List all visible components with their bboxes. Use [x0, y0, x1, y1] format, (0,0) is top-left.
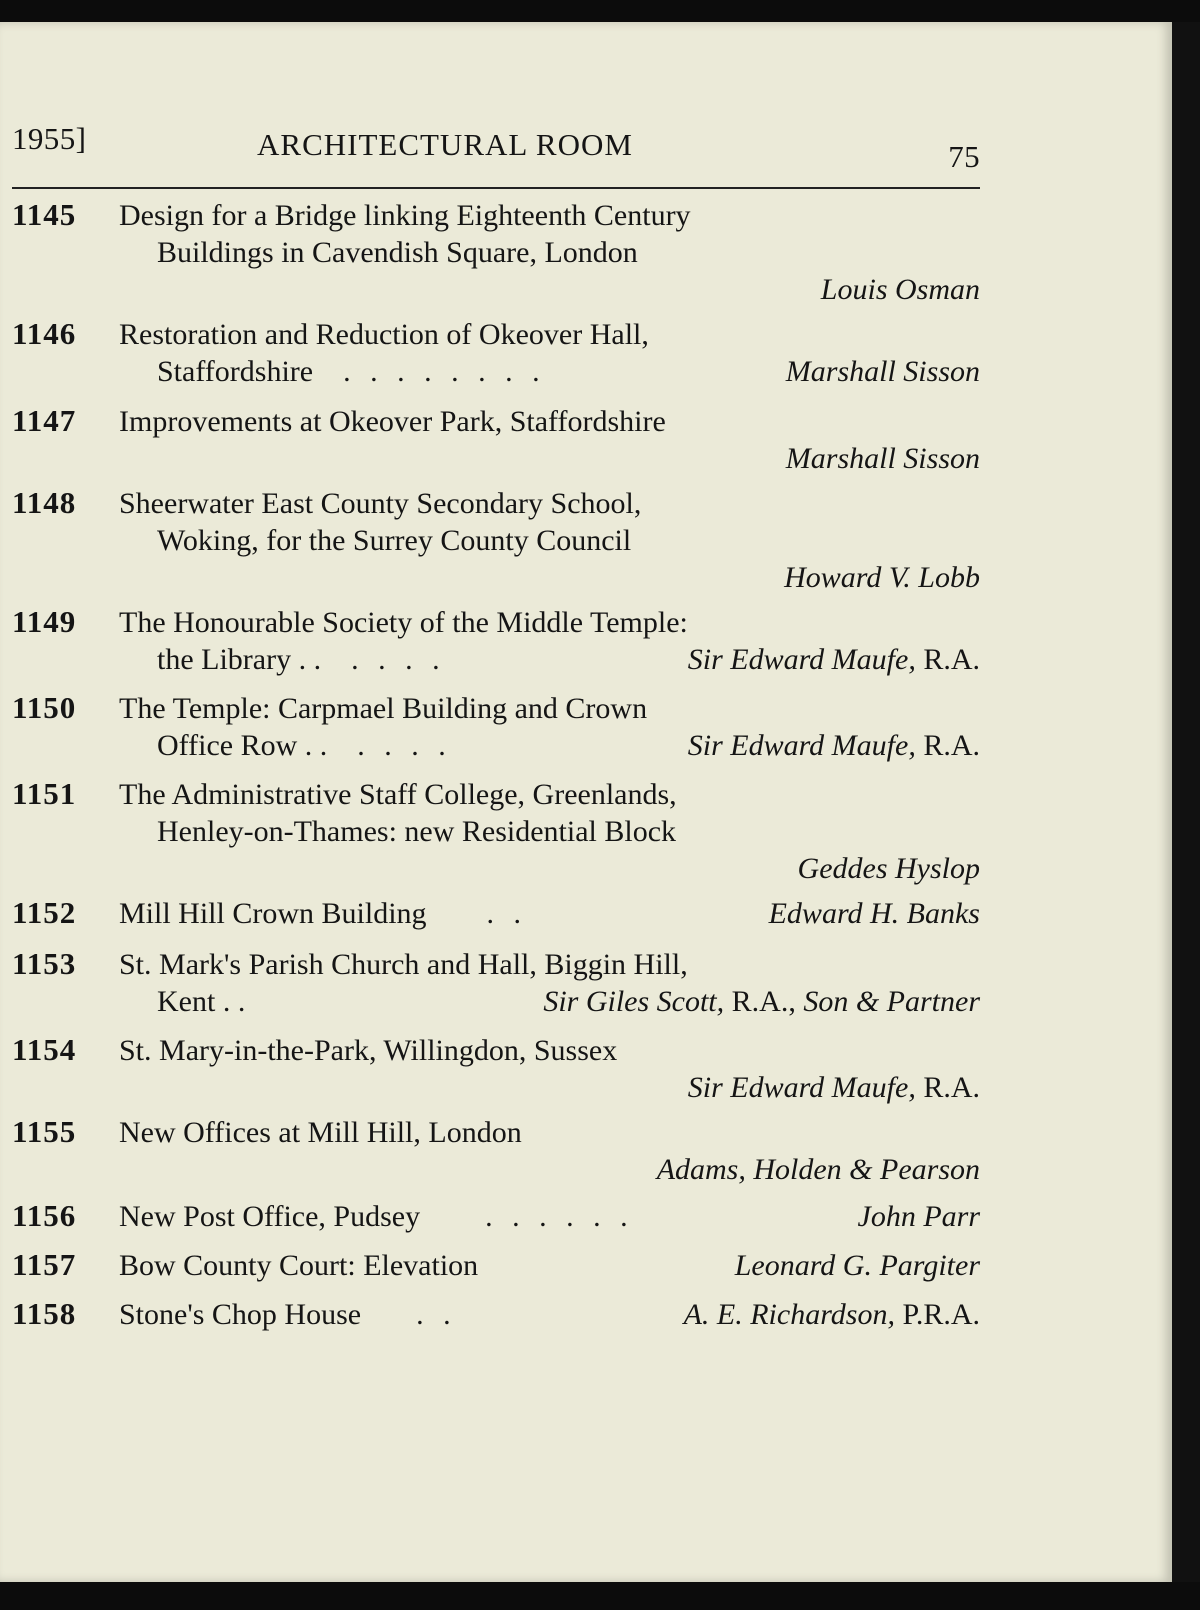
- entry-title: The Honourable Society of the Middle Temple:: [119, 606, 688, 639]
- list-item: [12, 690, 980, 764]
- leader-dots: . . . .: [357, 729, 452, 762]
- list-item: [12, 1198, 980, 1235]
- entry-number: 1152: [12, 895, 77, 930]
- entry-architect: Sir Giles Scott,: [543, 985, 725, 1018]
- list-item: [12, 1296, 980, 1333]
- page-edge-shadow: [1172, 22, 1200, 1582]
- leader-dots: . . . . . .: [485, 1200, 634, 1233]
- entry-title: Stone's Chop House: [119, 1298, 362, 1331]
- entry-number: 1154: [12, 1032, 77, 1067]
- architect-suffix: P.R.A.: [902, 1298, 980, 1331]
- leader-dots: . . . .: [351, 643, 446, 676]
- entry-title: Restoration and Reduction of Okeover Hall,: [119, 318, 649, 351]
- list-item: [12, 197, 980, 308]
- architect-suffix: R.A.: [923, 729, 980, 762]
- architect-suffix: R.A.: [923, 643, 980, 676]
- entry-title: Design for a Bridge linking Eighteenth Century: [119, 199, 691, 232]
- list-item: [12, 1032, 980, 1106]
- entry-number: 1148: [12, 485, 77, 520]
- entry-title-cont: Woking, for the Surrey County Council: [157, 524, 632, 557]
- entry-architect: Geddes Hyslop: [797, 852, 980, 885]
- page-header: [12, 107, 980, 174]
- entry-title-cont: the Library . .: [157, 643, 322, 676]
- entry-title: St. Mark's Parish Church and Hall, Biggin Hill,: [119, 948, 688, 981]
- list-item: [12, 1114, 980, 1188]
- leader-dots: . . . . . . . .: [343, 355, 546, 388]
- entry-title-cont: Buildings in Cavendish Square, London: [157, 236, 638, 269]
- entry-title: Mill Hill Crown Building: [119, 897, 427, 930]
- entry-architect: Leonard G. Pargiter: [734, 1249, 980, 1282]
- entry-architect: Marshall Sisson: [785, 355, 980, 388]
- entry-architect: Sir Edward Maufe,: [687, 1071, 916, 1104]
- list-item: [12, 604, 980, 678]
- header-title: ARCHITECTURAL ROOM: [257, 127, 633, 162]
- book-page: [0, 22, 1172, 1582]
- entry-title-cont: Kent . .: [157, 985, 246, 1018]
- entry-title-cont: Henley-on-Thames: new Residential Block: [157, 815, 677, 848]
- entry-architect: Adams, Holden & Pearson: [656, 1153, 980, 1186]
- list-item: [12, 776, 980, 887]
- entry-number: 1149: [12, 604, 77, 639]
- entry-number: 1153: [12, 946, 77, 981]
- entry-title: St. Mary-in-the-Park, Willingdon, Sussex: [119, 1034, 618, 1067]
- entry-title: New Offices at Mill Hill, London: [119, 1116, 522, 1149]
- leader-dots: . .: [486, 897, 528, 930]
- entry-architect: Sir Edward Maufe,: [687, 729, 916, 762]
- entry-number: 1150: [12, 690, 77, 725]
- catalogue-list: [12, 197, 980, 1333]
- entry-number: 1157: [12, 1247, 77, 1282]
- entry-architect-firm: Son & Partner: [803, 985, 980, 1018]
- entry-architect: Louis Osman: [820, 273, 980, 306]
- architect-suffix: R.A.: [923, 1071, 980, 1104]
- entry-architect: Marshall Sisson: [785, 442, 980, 475]
- entry-number: 1158: [12, 1296, 77, 1331]
- entry-architect: A. E. Richardson,: [683, 1298, 895, 1331]
- list-item: [12, 316, 980, 390]
- list-item: [12, 403, 980, 477]
- entry-architect: Sir Edward Maufe,: [687, 643, 916, 676]
- entry-number: 1146: [12, 316, 77, 351]
- leader-dots: . .: [416, 1298, 457, 1331]
- page-number: 75: [948, 139, 980, 174]
- entry-architect: Howard V. Lobb: [784, 561, 980, 594]
- architect-suffix: R.A.,: [731, 985, 796, 1018]
- list-item: [12, 1247, 980, 1284]
- entry-title: The Administrative Staff College, Greenlands,: [119, 778, 677, 811]
- entry-title: Improvements at Okeover Park, Staffordshire: [119, 405, 666, 438]
- entry-title: The Temple: Carpmael Building and Crown: [119, 692, 648, 725]
- entry-title-cont: Office Row . .: [157, 729, 328, 762]
- header-rule: [12, 187, 980, 189]
- entry-title: New Post Office, Pudsey: [119, 1200, 421, 1233]
- entry-architect: John Parr: [857, 1200, 980, 1233]
- entry-number: 1145: [12, 197, 77, 232]
- entry-title-cont: Staffordshire: [157, 355, 314, 388]
- entry-number: 1147: [12, 403, 77, 438]
- header-year: 1955]: [12, 121, 87, 156]
- list-item: [12, 895, 980, 932]
- entry-architect: Edward H. Banks: [768, 897, 980, 930]
- entry-number: 1156: [12, 1198, 77, 1233]
- entry-number: 1155: [12, 1114, 77, 1149]
- entry-title: Sheerwater East County Secondary School,: [119, 487, 642, 520]
- entry-number: 1151: [12, 776, 77, 811]
- list-item: [12, 485, 980, 596]
- entry-title: Bow County Court: Elevation: [119, 1249, 479, 1282]
- list-item: [12, 946, 980, 1020]
